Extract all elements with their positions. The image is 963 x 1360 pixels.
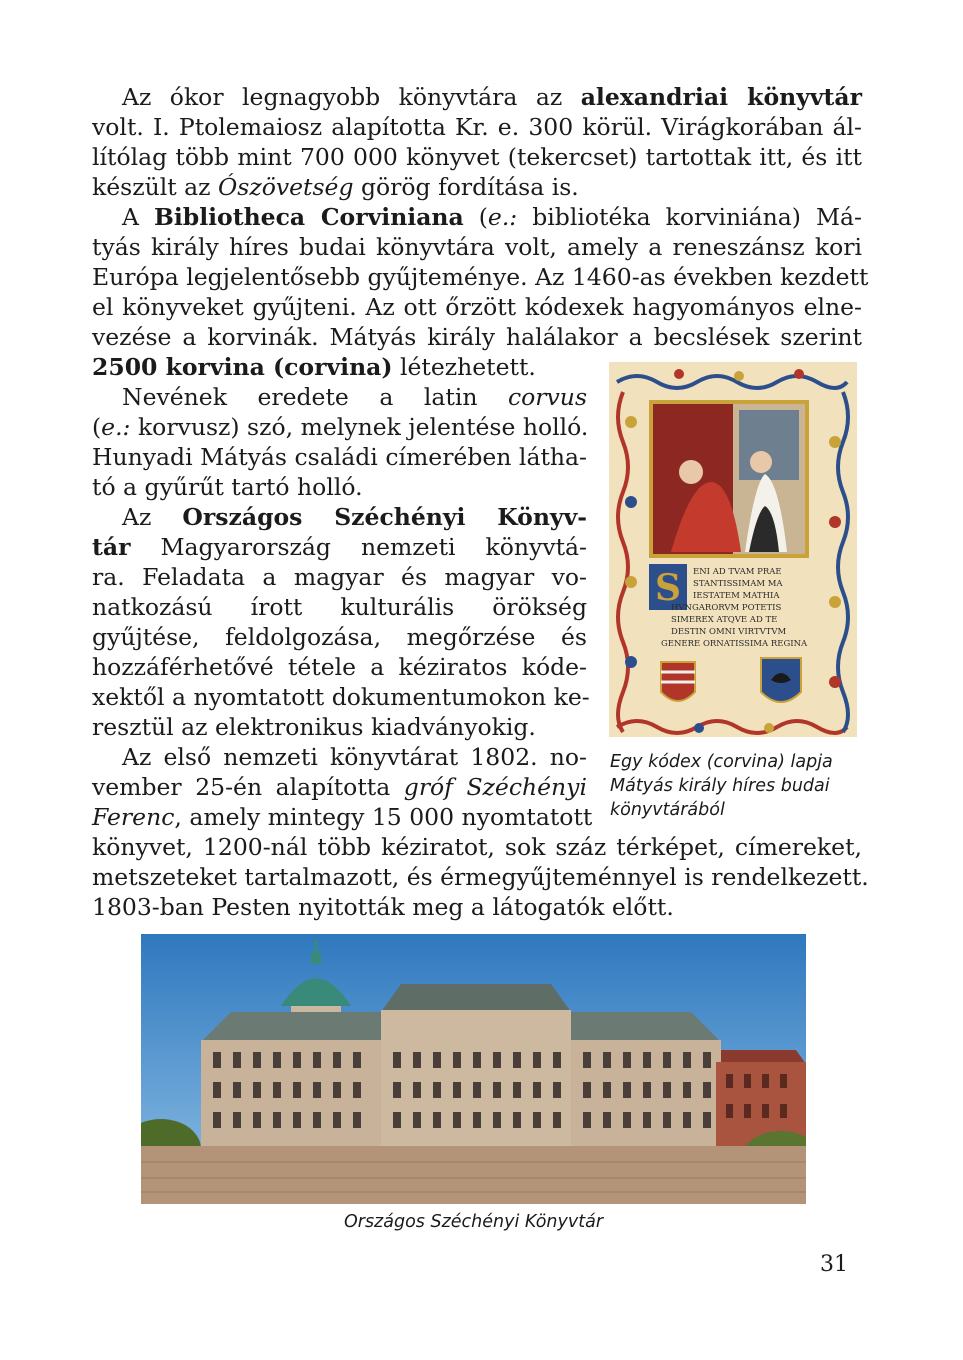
paragraph-corvus: Nevének eredete a latin corvus (e.: korvusz) szó, melynek jelentése holló. Hunyadi Mátyás családi címerében látha- tó a gyűrűt tartó holló.: [92, 383, 589, 501]
miniature-scene: [649, 400, 809, 558]
paragraph-alexandria: Az ókor legnagyobb könyvtára az alexandriai könyvtár volt. I. Ptolemaiosz alapította Kr. e. 300 körül. Virágkorában ál- lítólag több mint 700 000 könyvet (tekercset) tartottak itt, és itt készült az Ószövetség görög fordítása is.: [92, 83, 862, 201]
castle-wall: [141, 1146, 806, 1204]
national-library-photo: [141, 934, 806, 1204]
svg-text:GENERE ORNATISSIMA REGINA: GENERE ORNATISSIMA REGINA: [661, 639, 808, 649]
manuscript-caption: Egy kódex (corvina) lapja Mátyás király híres budai könyvtárából: [610, 752, 833, 820]
coat-of-arms-left: [661, 662, 695, 701]
corvina-manuscript-image: [609, 362, 857, 737]
svg-text:HVNGARORVM POTETIS: HVNGARORVM POTETIS: [671, 603, 782, 613]
page-number: 31: [820, 1252, 848, 1277]
svg-text:STANTISSIMAM MA: STANTISSIMAM MA: [693, 579, 783, 589]
svg-text:DESTIN OMNI VIRTVTVM: DESTIN OMNI VIRTVTVM: [671, 627, 787, 637]
svg-text:ENI AD TVAM PRAE: ENI AD TVAM PRAE: [693, 567, 782, 577]
svg-text:SIMEREX ATQVE AD TE: SIMEREX ATQVE AD TE: [671, 615, 778, 625]
svg-text:S: S: [655, 567, 681, 609]
paragraph-founding: Az első nemzeti könyvtárat 1802. no- vember 25-én alapította gróf Széchényi Ferenc, amely mintegy 15 000 nyomtatott könyvet, 1200-nál több kéziratot, sok száz térképet, címereket, metszeteket tartalmazott, és érmegyűjteménnyel is rendelkezett. 1803-ban Pesten nyitották meg a látogatók előtt.: [92, 743, 869, 921]
paragraph-oszk: Az Országos Széchényi Könyv- tár Magyarország nemzeti könyvtá- ra. Feladata a magyar és magyar vo- natkozású írott kulturális örökség gyűjtése, feldolgozása, megőrzése és hozzáférhetővé tétele a kéziratos kóde- xektől a nyomtatott dokumentumokon ke- resztül az elektronikus kiadványokig.: [92, 503, 590, 741]
manuscript-illustration: [609, 362, 857, 737]
library-building-illustration: [141, 934, 806, 1204]
paragraph-corviniana: A Bibliotheca Corviniana (e.: bibliotéka korviniána) Má- tyás király híres budai könyvtára volt, amely a reneszánsz kori Európa legjelentősebb gyűjteménye. Az 1460-as években kezdett el könyveket gyűjteni. Az ott őrzött kódexek hagyományos elne- vezése a korvinák. Mátyás király halálakor a becslések szerint 2500 korvina (corvina) létezhetett.: [92, 203, 869, 381]
library-caption: Országos Széchényi Könyvtár: [343, 1212, 604, 1232]
svg-text:IESTATEM MATHIA: IESTATEM MATHIA: [693, 591, 780, 601]
coat-of-arms-right: [761, 658, 801, 702]
